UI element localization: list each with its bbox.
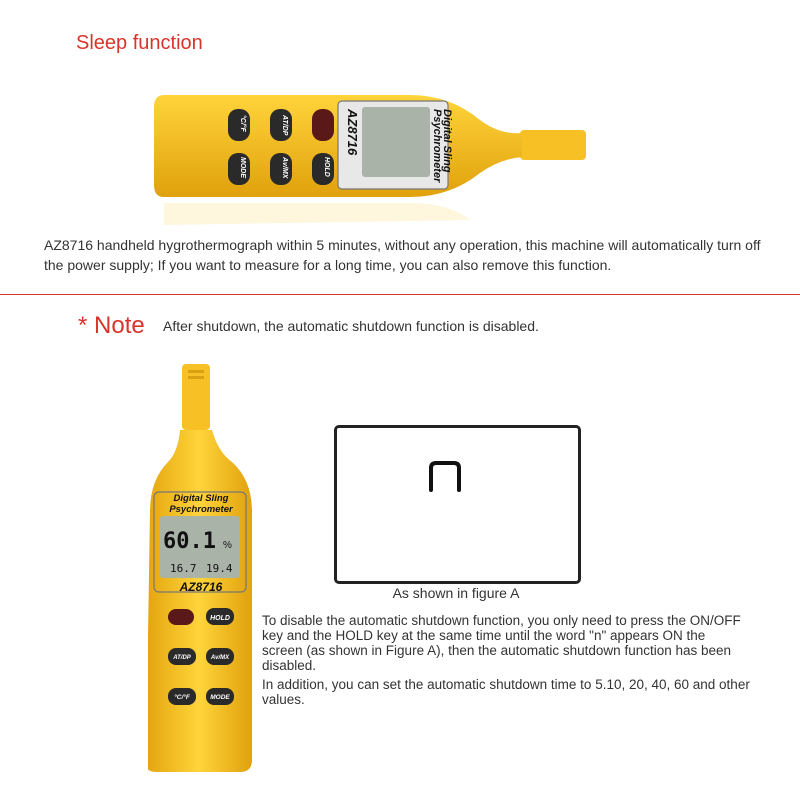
device-button-power — [168, 609, 194, 625]
svg-text:MODE: MODE — [239, 157, 246, 178]
svg-text:Av/MX: Av/MX — [210, 655, 230, 661]
device-button-avmx — [206, 648, 234, 665]
svg-text:MODE: MODE — [210, 694, 230, 701]
device-button-hold — [312, 153, 334, 185]
device-button-hold — [206, 608, 234, 625]
lcd-small-left: 16.7 — [170, 562, 197, 575]
sensor-tip — [520, 130, 586, 160]
figure-a-display — [337, 428, 578, 581]
device-title-line2: Psychrometer — [431, 109, 443, 183]
device-button-cf — [168, 688, 196, 705]
svg-text:HOLD: HOLD — [323, 157, 330, 177]
svg-text:°C/°F: °C/°F — [174, 694, 190, 701]
device-title-line1: Digital Sling — [173, 493, 229, 504]
device-button-atdp — [270, 109, 292, 141]
svg-text:HOLD: HOLD — [210, 615, 230, 622]
sleep-description: AZ8716 handheld hygrothermograph within 5 minutes, without any operation, this machine will automatically turn off the power supply; If you want to measure for a long time, you can also remove this function. — [44, 237, 761, 273]
svg-text:°C/°F: °C/°F — [239, 115, 246, 132]
svg-text:AT/DP: AT/DP — [173, 655, 191, 661]
lcd-unit: % — [223, 540, 232, 551]
device-button-avmx — [270, 153, 292, 185]
device-body — [148, 430, 252, 772]
shutdown-time-note: In addition, you can set the automatic shutdown time to 5.10, 20, 40, 60 and other values. — [262, 677, 750, 707]
device-button-power — [312, 109, 334, 141]
lcd-small-right: 19.4 — [206, 562, 233, 575]
device-title-line1: Digital Sling — [441, 109, 453, 173]
note-text: After shutdown, the automatic shutdown function is disabled. — [163, 318, 539, 334]
device-image-horizontal — [150, 85, 600, 235]
device-image-vertical — [148, 362, 258, 777]
figure-a-screen — [334, 425, 581, 584]
device-button-mode — [228, 153, 250, 185]
figure-a-n-segment — [431, 463, 459, 490]
device-model-label: AZ8716 — [179, 580, 223, 594]
svg-text:Av/MX: Av/MX — [281, 157, 288, 179]
device-lcd — [362, 107, 430, 177]
note-heading: * Note — [78, 312, 145, 339]
disable-instructions: To disable the automatic shutdown function, you only need to press the ON/OFF key and the HOLD key at the same time until the word "n" appears ON the screen (as shown in Figure A), then the automatic shutdown function has been disabled. — [262, 613, 741, 673]
sensor-tip — [182, 364, 210, 430]
svg-text:AT/DP: AT/DP — [281, 115, 288, 136]
device-button-mode — [206, 688, 234, 705]
device-model-label: AZ8716 — [345, 109, 360, 156]
device-title-line2: Psychrometer — [169, 504, 233, 515]
section-divider — [0, 294, 800, 295]
section-heading: Sleep function — [76, 32, 203, 54]
device-button-atdp — [168, 648, 196, 665]
lcd-main-reading: 60.1 — [163, 529, 216, 554]
figure-a-caption: As shown in figure A — [392, 585, 520, 601]
device-button-cf — [228, 109, 250, 141]
